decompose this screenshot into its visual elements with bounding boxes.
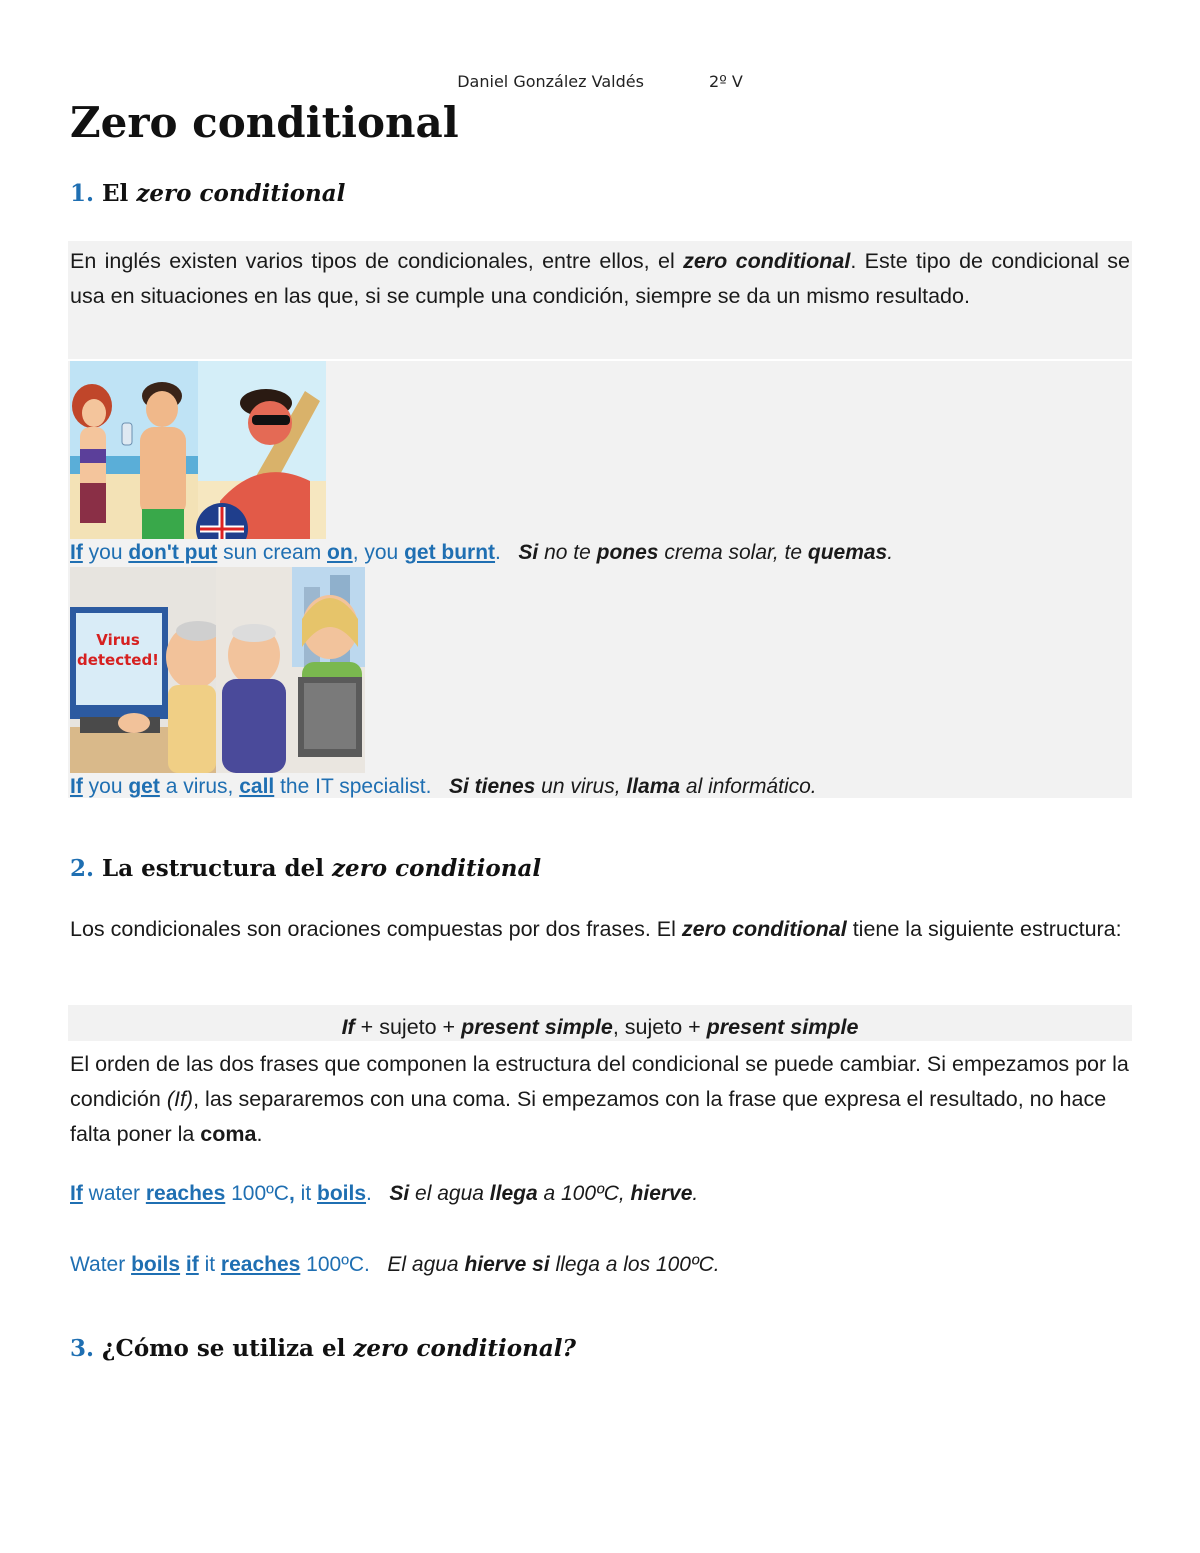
formula-part: present simple [461, 1015, 613, 1039]
structure-formula [68, 1005, 1132, 1041]
ex-word: water [82, 1182, 146, 1205]
es-word: . [692, 1182, 699, 1205]
ex-word: boils [131, 1253, 181, 1276]
ex-word: , [288, 1182, 295, 1205]
example-2 [70, 775, 817, 799]
section-1-heading [70, 180, 345, 207]
es-word: quemas [807, 541, 888, 564]
ex-word: it [198, 1253, 221, 1276]
formula-part: If [341, 1015, 355, 1039]
es-word: a 100ºC, [537, 1182, 631, 1205]
ex-word: If [70, 541, 83, 564]
es-word: pones [596, 541, 659, 564]
student-name: Daniel González Valdés [457, 72, 644, 91]
es-word: Si tienes [448, 775, 536, 798]
section-number: 3. [70, 1335, 95, 1362]
ex-word: 100ºC. [300, 1253, 370, 1276]
es-word: Si [518, 541, 539, 564]
virus-illustration [70, 567, 365, 773]
intro-text: En inglés existen varios tipos de condicionales, entre ellos, el [70, 249, 684, 273]
heading-text: El [102, 180, 137, 207]
section-2-heading [70, 855, 541, 882]
ex-word: call [239, 775, 275, 798]
section-1-intro [70, 244, 1130, 314]
ex-word: sun cream [217, 541, 328, 564]
formula-part: , sujeto + [612, 1015, 707, 1039]
es-word: un virus, [535, 775, 627, 798]
heading-term: zero conditional [332, 855, 542, 882]
ex-word: . [495, 541, 501, 564]
heading-term: zero conditional? [353, 1335, 576, 1362]
intro-term: zero conditional [683, 249, 851, 273]
es-word: llama [626, 775, 681, 798]
heading-text: La estructura del [102, 855, 332, 882]
es-word: llega a los 100ºC. [549, 1253, 720, 1276]
ex-word: boils [317, 1182, 367, 1205]
section-3-heading [70, 1335, 576, 1362]
example-1-translation [518, 541, 893, 564]
ex-word: If [70, 775, 83, 798]
virus-alert-text: detected! [76, 651, 160, 669]
order-text: . [256, 1122, 263, 1146]
example-3-translation [389, 1182, 698, 1205]
formula-part: present simple [706, 1015, 859, 1039]
sunburn-illustration [70, 361, 326, 539]
ex-word: on [327, 541, 353, 564]
example-1 [70, 541, 893, 565]
ex-word: you [82, 775, 129, 798]
section-2-intro [70, 912, 1130, 947]
ex-word: 100ºC [225, 1182, 289, 1205]
intro-text: Los condicionales son oraciones compuestas por dos frases. El [70, 917, 682, 941]
es-word: hierve [630, 1182, 693, 1205]
virus-alert-text: Virus [96, 631, 140, 649]
ex-word: get burnt [404, 541, 496, 564]
ex-word: , you [352, 541, 405, 564]
ex-word: the IT specialist. [274, 775, 432, 798]
section-number: 1. [70, 180, 95, 207]
ex-word: it [294, 1182, 317, 1205]
section-number: 2. [70, 855, 95, 882]
intro-term: zero conditional [681, 917, 847, 941]
ex-word: . [366, 1182, 372, 1205]
ex-word: if [185, 1253, 199, 1276]
order-text-coma: coma [200, 1122, 257, 1146]
ex-word: Water [70, 1253, 132, 1276]
heading-text: ¿Cómo se utiliza el [102, 1335, 354, 1362]
page-header [0, 72, 1200, 91]
example-2-translation [449, 775, 817, 798]
ex-word: If [70, 1182, 83, 1205]
example-4 [70, 1253, 720, 1277]
ex-word: reaches [220, 1253, 301, 1276]
ex-word: reaches [145, 1182, 226, 1205]
es-word: Si [389, 1182, 410, 1205]
es-word: hierve si [464, 1253, 550, 1276]
intro-text-2: . Este tipo de condicional se usa en situaciones en las que, si se cumple una condición, siempre se da un mismo resultado. [70, 249, 1130, 308]
document-title: Zero conditional [70, 98, 459, 147]
student-group: 2º V [709, 72, 743, 91]
ex-word: a virus, [159, 775, 240, 798]
es-word: no te [538, 541, 597, 564]
intro-text-2: tiene la siguiente estructura: [846, 917, 1122, 941]
example-4-translation [387, 1253, 719, 1276]
es-word: . [887, 541, 894, 564]
ex-word: get [128, 775, 160, 798]
es-word: El agua [387, 1253, 465, 1276]
ex-word: you [82, 541, 129, 564]
es-word: llega [489, 1182, 538, 1205]
formula-part: + sujeto + [354, 1015, 462, 1039]
order-explanation [70, 1047, 1130, 1152]
order-text: , las separaremos con una coma. Si empezamos con la frase que expresa el resultado, no hace falta poner la [70, 1087, 1107, 1146]
order-text-if: (If) [166, 1087, 194, 1111]
example-3 [70, 1182, 698, 1206]
es-word: crema solar, te [658, 541, 808, 564]
order-text: El orden de las dos frases que componen la estructura del condicional se puede cambiar. Si empezamos por la condición [70, 1052, 1129, 1111]
es-word: al informático. [680, 775, 817, 798]
heading-term: zero conditional [136, 180, 346, 207]
ex-word: don't put [128, 541, 218, 564]
es-word: el agua [409, 1182, 490, 1205]
